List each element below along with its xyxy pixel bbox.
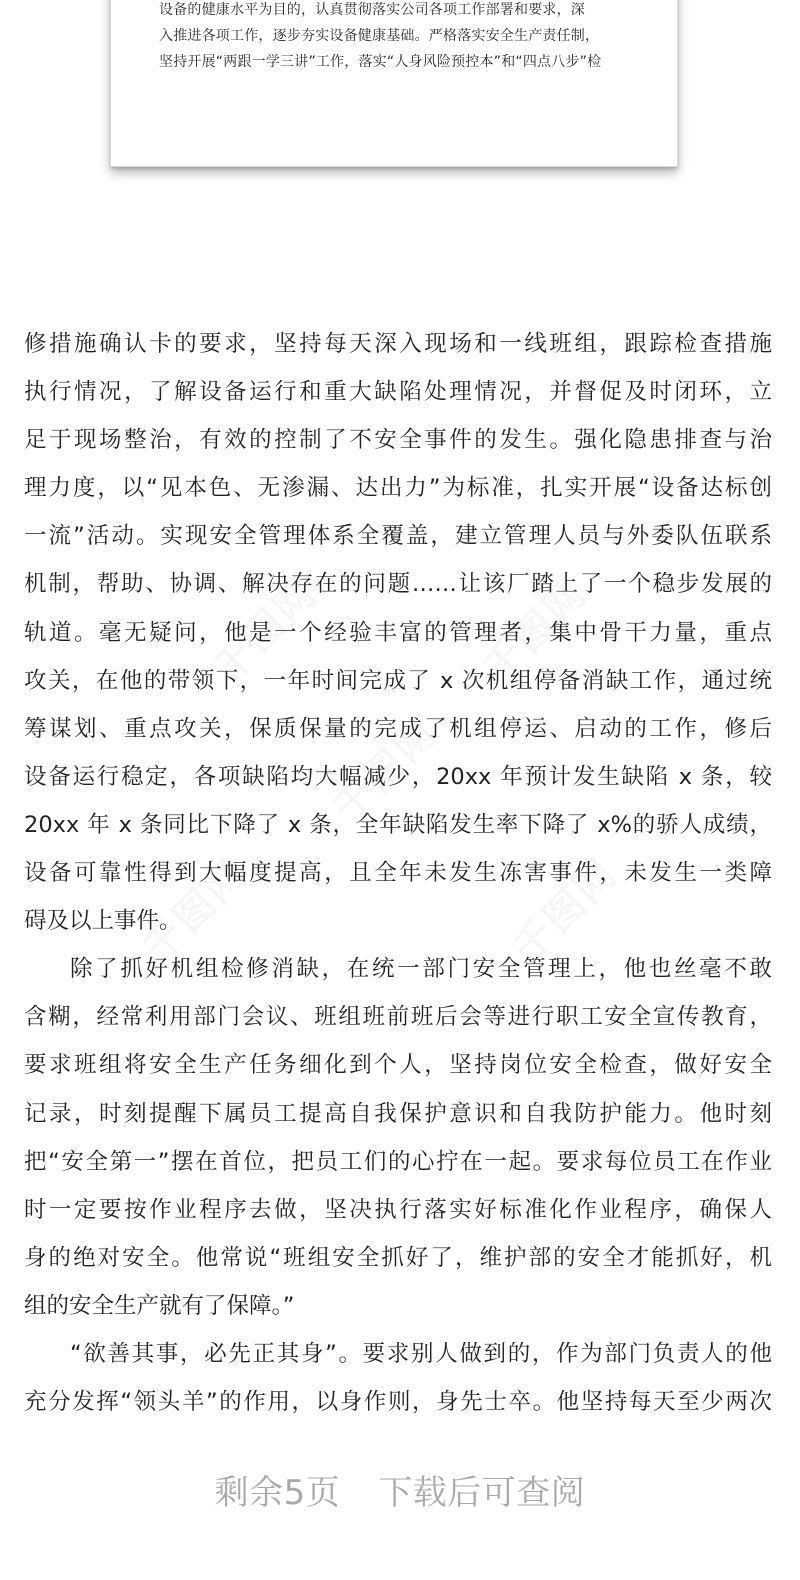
text-line: 修措施确认卡的要求，坚持每天深入现场和一线班组，跟踪检查措施 — [24, 331, 772, 357]
paragraph — [24, 320, 772, 945]
text-line: 时一定要按作业程序去做，坚决执行落实好标准化作业程序，确保人 — [24, 1196, 772, 1223]
download-to-read-label[interactable]: 下载后可查阅 — [378, 1473, 586, 1513]
text-line: 机制，帮助、协调、解决存在的问题……让该厂踏上了一个稳步发展的 — [24, 571, 772, 598]
preview-line: 入推进各项工作，逐步夯实设备健康基础。严格落实安全生产责任制， — [159, 28, 600, 44]
text-line: 轨道。毫无疑问，他是一个经验丰富的管理者，集中骨干力量，重点 — [24, 619, 772, 646]
text-line: 攻关，在他的带领下，一年时间完成了 x 次机组停备消缺工作，通过统 — [24, 667, 772, 694]
read-more-footer[interactable] — [0, 1465, 800, 1514]
text-line: 身的绝对安全。他常说“班组安全抓好了，维护部的安全才能抓好，机 — [24, 1244, 772, 1271]
remaining-pages-label[interactable]: 剩余5页 — [214, 1473, 341, 1513]
text-line: “欲善其事，必先正其身”。要求别人做到的，作为部门负责人的他 — [70, 1340, 772, 1367]
text-line: 足于现场整治，有效的控制了不安全事件的发生。强化隐患排查与治 — [24, 427, 772, 454]
text-line: 设备运行稳定，各项缺陷均大幅减少，20xx 年预计发生缺陷 x 条，较 — [24, 763, 772, 790]
text-line: 设备可靠性得到大幅度提高，且全年未发生冻害事件，未发生一类障 — [24, 860, 772, 887]
text-line: 组的安全生产就有了保障。” — [24, 1292, 295, 1319]
text-line: 充分发挥“领头羊”的作用，以身作则，身先士卒。他坚持每天至少两次 — [24, 1389, 772, 1416]
preview-text — [159, 0, 637, 75]
text-line: 碍及以上事件。 — [24, 908, 182, 935]
paragraph — [24, 945, 772, 1330]
text-line: 执行情况，了解设备运行和重大缺陷处理情况，并督促及时闭环，立 — [24, 379, 772, 406]
preview-line: 设备的健康水平为目的，认真贯彻落实公司各项工作部署和要求，深 — [159, 2, 585, 18]
text-line: 记录，时刻提醒下属员工提高自我保护意识和自我防护能力。他时刻 — [24, 1100, 772, 1127]
document-body — [24, 320, 772, 1426]
paragraph — [24, 1330, 772, 1426]
text-line: 除了抓好机组检修消缺，在统一部门安全管理上，他也丝毫不敢 — [70, 956, 772, 983]
text-line: 理力度，以“见本色、无渗漏、达出力”为标准，扎实开展“设备达标创 — [24, 475, 772, 502]
document-preview-card — [110, 0, 678, 167]
text-line: 含糊，经常利用部门会议、班组班前班后会等进行职工安全宣传教育， — [24, 1004, 772, 1031]
text-line: 筹谋划、重点攻关，保质保量的完成了机组停运、启动的工作，修后 — [24, 715, 772, 742]
text-line: 把“安全第一”摆在首位，把员工们的心拧在一起。要求每位员工在作业 — [24, 1148, 772, 1175]
text-line: 一流”活动。实现安全管理体系全覆盖，建立管理人员与外委队伍联系 — [24, 523, 772, 550]
preview-line: 坚持开展“两跟一学三讲”工作，落实“人身风险预控本”和“四点八步”检 — [159, 54, 602, 70]
text-line: 要求班组将安全生产任务细化到个人，坚持岗位安全检查，做好安全 — [24, 1052, 772, 1079]
text-line: 20xx 年 x 条同比下降了 x 条，全年缺陷发生率下降了 x%的骄人成绩， — [24, 811, 772, 838]
